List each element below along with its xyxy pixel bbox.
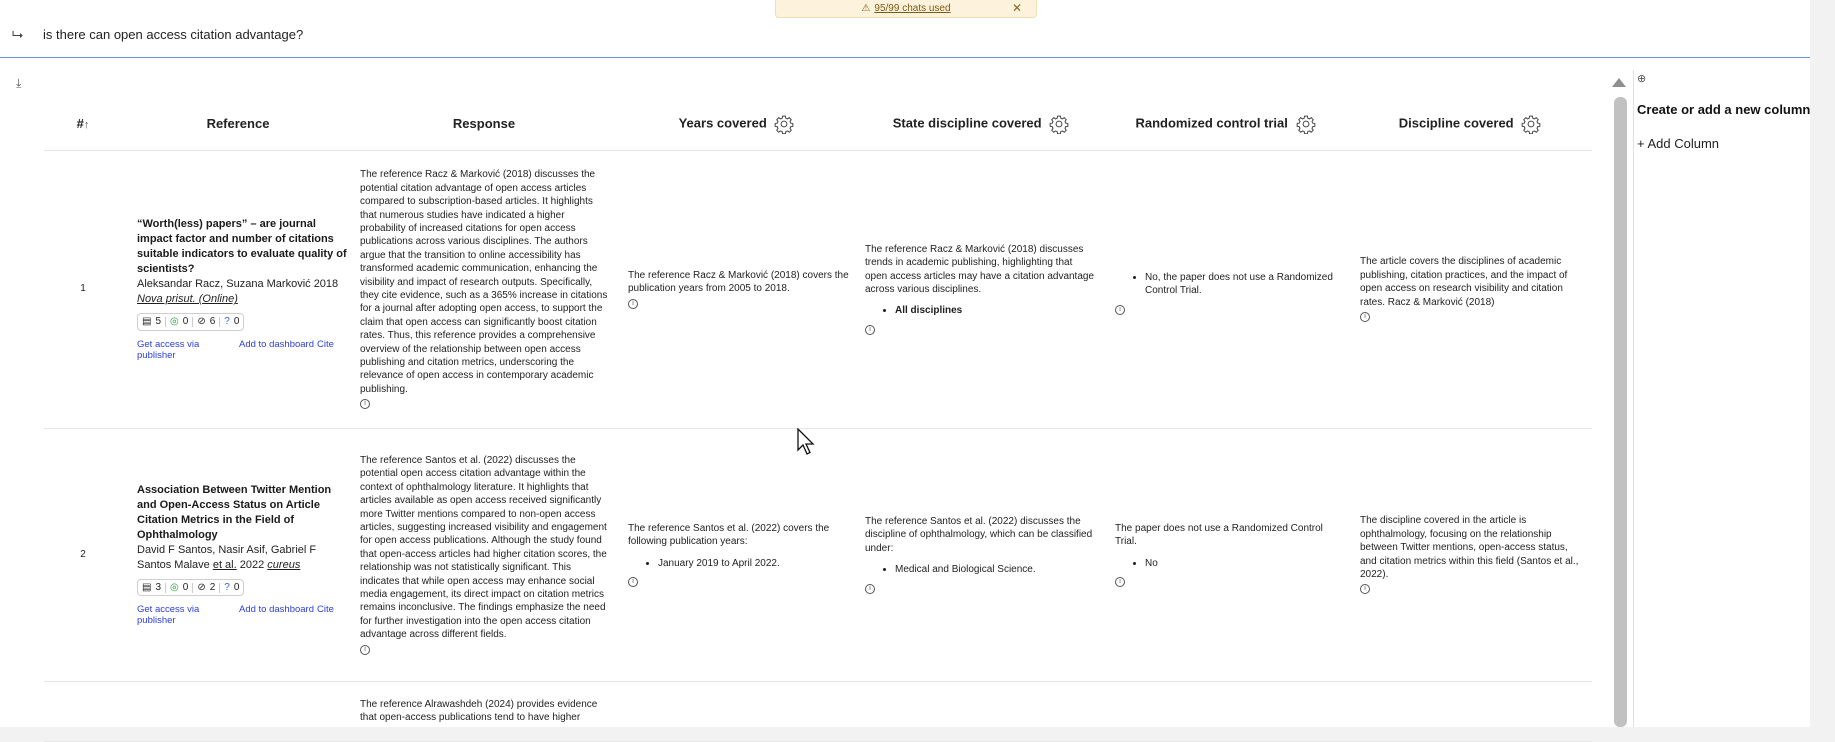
- info-icon[interactable]: i: [865, 584, 875, 594]
- reference-cell: [122, 428, 354, 681]
- collapse-panel-icon[interactable]: ⊕: [1637, 73, 1647, 85]
- years-bullet: • January 2019 to April 2022.: [658, 557, 853, 570]
- support-icon: ◎: [170, 581, 179, 593]
- add-column-button[interactable]: + Add Column: [1637, 136, 1720, 151]
- paper-title[interactable]: “Worth(less) papers” – are journal impact factor and number of citations suitable indicators to evaluate quality of scientists?: [137, 218, 347, 276]
- info-icon[interactable]: i: [865, 325, 875, 335]
- get-access-link[interactable]: Get access via publisher: [137, 338, 200, 361]
- state-bullet: • All disciplines: [895, 304, 1097, 317]
- response-text: The reference Racz & Marković (2018) discusses the potential citation advantage of open access articles compared to subscription-based articles. It highlights that numerous studies have indicated a higher probability of increased citations for open access publications across various disciplines. The authors argue that the transition to online accessibility has transformed academic communication, enhancing the visibility and impact of research outputs. Specifically, they cite evidence, such as a 365% increase in citations for a journal after adopting open access, to support the claim that open access can significantly boost citation rates. Thus, this reference provides a comprehensive overview of the relationship between open access publishing and citation metrics, underscoring the relevance of open access in contemporary academic publishing.: [360, 169, 608, 395]
- contrast-count: 0: [233, 316, 240, 328]
- gear-icon[interactable]: [774, 114, 794, 134]
- years-cell: [614, 428, 859, 681]
- rct-bullet: • No: [1145, 557, 1342, 570]
- discipline-text: The discipline covered in the article is ophthalmology, focusing on the relationship between Twitter mentions, open-access status, and citation metrics within this field (Santos et al., 2022).: [1360, 515, 1579, 580]
- header-row: [44, 98, 1592, 150]
- reference-actions: [137, 604, 348, 626]
- warning-icon: ⚠: [861, 3, 871, 14]
- response-text: The reference Alrawashdeh (2024) provides evidence that open-access publications tend to have higher: [360, 698, 598, 723]
- column-header-rct: Randomized control trial: [1103, 98, 1348, 150]
- years-text: The reference Racz & Marković (2018) covers the publication years from 2005 to 2018.: [628, 269, 849, 295]
- paper-authors: Aleksandar Racz, Suzana Marković 2018: [137, 278, 339, 291]
- info-icon[interactable]: i: [1360, 312, 1370, 322]
- column-header-number[interactable]: #↑: [44, 98, 122, 150]
- chats-used-link[interactable]: 95/99 chats used: [874, 3, 951, 14]
- discipline-text: The article covers the disciplines of academic publishing, citation practices, and the impact of open access on research visibility and citation rates. Racz & Marković (2018): [1360, 256, 1568, 308]
- rct-cell: [1103, 428, 1348, 681]
- column-header-response: Response: [354, 98, 614, 150]
- response-cell: [354, 428, 614, 681]
- get-access-link[interactable]: Get access via publisher: [137, 604, 200, 627]
- download-icon[interactable]: ⤓: [16, 76, 22, 90]
- discipline-cell: [1348, 428, 1592, 681]
- add-dashboard-link[interactable]: Add to dashboard: [239, 338, 315, 350]
- gear-icon[interactable]: [1049, 114, 1069, 134]
- discipline-cell: [1348, 150, 1592, 428]
- rct-bullet: • No, the paper does not use a Randomized Control Trial.: [1145, 271, 1342, 298]
- table-row: [44, 150, 1592, 428]
- gear-icon[interactable]: [1521, 114, 1541, 134]
- contrast-count: 0: [233, 581, 240, 593]
- row-number: 2: [44, 428, 122, 681]
- info-icon[interactable]: i: [628, 299, 638, 309]
- cite-link[interactable]: Cite: [317, 604, 334, 616]
- reference-actions: [137, 339, 348, 361]
- info-icon[interactable]: i: [1115, 305, 1125, 315]
- rct-cell: [1103, 150, 1348, 428]
- citation-badges[interactable]: [137, 579, 244, 596]
- support-icon: ◎: [170, 316, 179, 328]
- paper-title[interactable]: Association Between Twitter Mention and Open-Access Status on Article Citation Metrics in the Field of Ophthalmology: [137, 483, 332, 541]
- info-icon[interactable]: i: [360, 399, 370, 409]
- info-icon[interactable]: i: [628, 577, 638, 587]
- references-count: 5: [155, 316, 162, 328]
- check-icon: ⊘: [197, 581, 206, 593]
- query-bar[interactable]: [0, 12, 1810, 58]
- row-number: 1: [44, 150, 122, 428]
- state-bullet: • Medical and Biological Science.: [895, 563, 1097, 576]
- years-text: The reference Santos et al. (2022) covers the following publication years:: [628, 522, 830, 548]
- results-table: [44, 98, 1592, 742]
- paper-journal[interactable]: Nova prisut. (Online): [137, 293, 238, 306]
- add-dashboard-link[interactable]: Add to dashboard: [239, 604, 315, 616]
- side-panel-title: Create or add a new column: [1637, 102, 1811, 117]
- mouse-cursor-icon: [797, 428, 817, 456]
- paper-journal[interactable]: cureus: [267, 558, 301, 571]
- state-cell: [859, 150, 1103, 428]
- table-row: [44, 428, 1592, 681]
- question-icon: ?: [224, 316, 230, 328]
- response-cell: [354, 150, 614, 428]
- rct-text: The paper does not use a Randomized Control Trial.: [1115, 522, 1323, 548]
- state-text: The reference Santos et al. (2022) discusses the discipline of ophthalmology, which can be classified under:: [865, 515, 1093, 554]
- state-text: The reference Racz & Marković (2018) discusses trends in academic publishing, highlighting that open access articles may have a citation advantage across various disciplines.: [865, 243, 1095, 295]
- usage-banner: [775, 0, 1037, 18]
- references-icon: ▤: [142, 581, 152, 593]
- support-count: 0: [182, 316, 189, 328]
- info-icon[interactable]: i: [360, 645, 370, 655]
- references-icon: ▤: [142, 316, 152, 328]
- years-cell: [614, 150, 859, 428]
- check-icon: ⊘: [197, 316, 206, 328]
- column-header-years: Years covered: [614, 98, 859, 150]
- mention-count: 6: [209, 316, 216, 328]
- return-arrow-icon: ⮡: [12, 26, 24, 42]
- column-header-state-discipline: State discipline covered: [859, 98, 1103, 150]
- references-count: 3: [155, 581, 162, 593]
- question-icon: ?: [224, 581, 230, 593]
- info-icon[interactable]: i: [1115, 577, 1125, 587]
- vertical-scrollbar[interactable]: [1614, 97, 1627, 727]
- response-cell: [354, 681, 614, 741]
- query-text[interactable]: is there can open access citation advantage?: [43, 27, 304, 42]
- paper-authors: David F Santos, Nasir Asif, Gabriel F Santos Malave et al. 2022 cureus: [137, 543, 317, 571]
- cite-link[interactable]: Cite: [317, 338, 334, 350]
- table-row: [44, 681, 1592, 741]
- gear-icon[interactable]: [1296, 114, 1316, 134]
- panel-divider: [1633, 70, 1634, 727]
- scroll-up-arrow-icon[interactable]: [1612, 78, 1626, 87]
- info-icon[interactable]: i: [1360, 584, 1370, 594]
- state-cell: [859, 428, 1103, 681]
- close-icon[interactable]: ✕: [1011, 1, 1022, 15]
- mention-count: 2: [209, 581, 216, 593]
- support-count: 0: [182, 581, 189, 593]
- citation-badges[interactable]: [137, 313, 244, 330]
- sort-up-icon[interactable]: ↑: [83, 119, 90, 132]
- column-header-reference: Reference: [122, 98, 354, 150]
- reference-cell: [122, 150, 354, 428]
- column-header-discipline: Discipline covered: [1348, 98, 1592, 150]
- response-text: The reference Santos et al. (2022) discusses the potential open access citation advantage within the context of ophthalmology literature. It highlights that articles available as open access received significantly more Twitter mentions compared to non-open access articles, suggesting increased visibility and engagement for open access publications. Although the study found that open-access articles had higher citation scores, the relationship was not statistically significant. This indicates that while open access may enhance social media engagement, its direct impact on citation metrics remains inconclusive. The findings emphasize the need for further investigation into the open access citation advantage across different fields.: [360, 454, 607, 641]
